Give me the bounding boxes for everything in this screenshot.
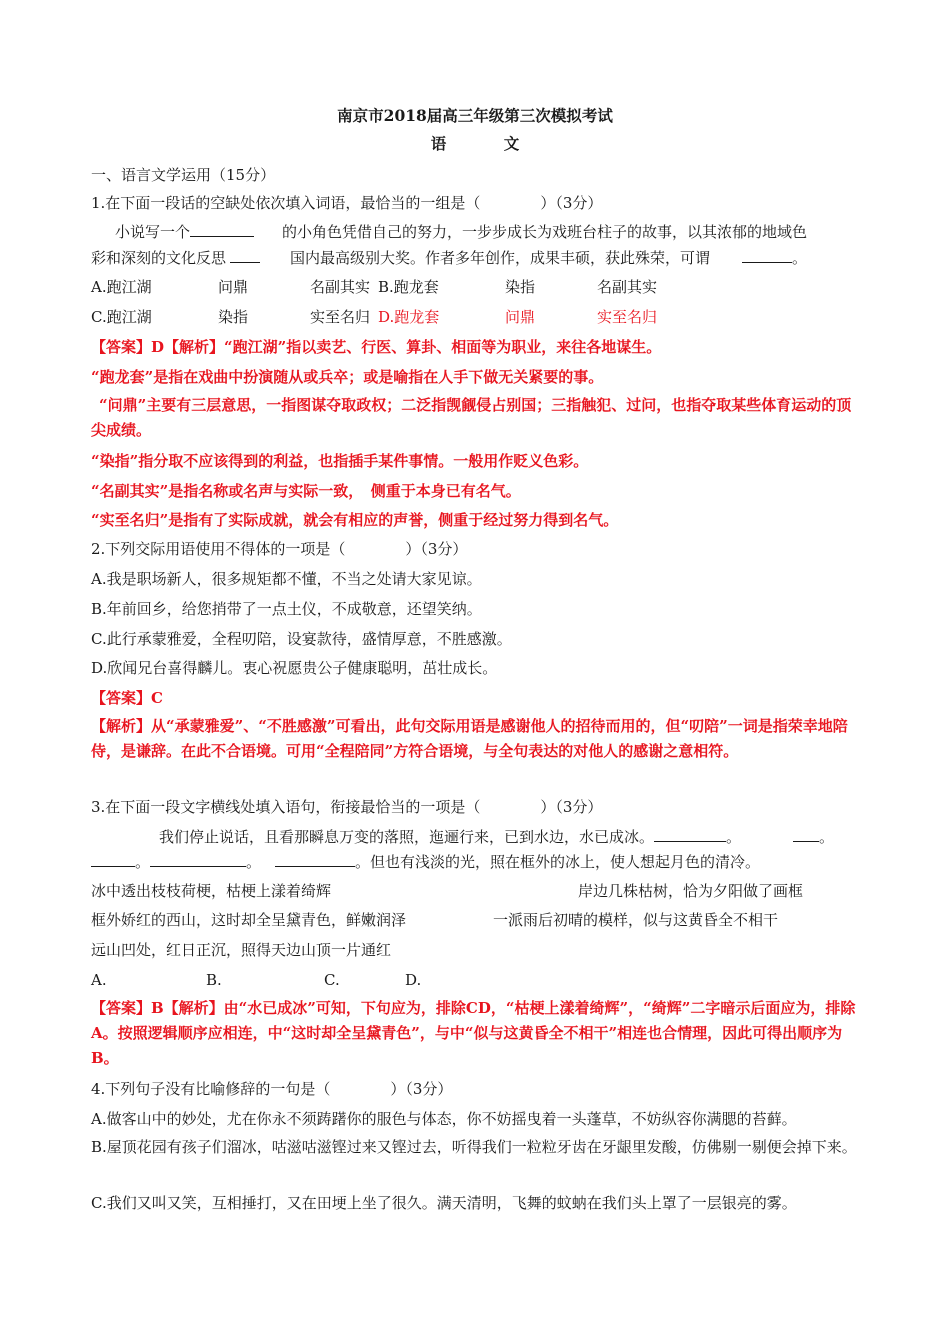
q2-option-c: C.此行承蒙雅爱，全程叨陪，设宴款待，盛情厚意，不胜感激。: [91, 630, 512, 648]
q1-explanation-2: “问鼎”主要有三层意思，一指图谋夺取政权；二泛指觊觎侵占别国；三指触犯、过问，也指夺取某些体育运动的顶尖成绩。: [91, 396, 852, 439]
fill-blank: [190, 222, 254, 237]
q3-passage-part: 。: [246, 853, 262, 871]
fill-blank: [150, 852, 246, 867]
q3-passage-part: 。: [135, 853, 151, 871]
fill-blank: [793, 827, 819, 842]
q1-option-b: B.跑龙套: [378, 278, 439, 296]
q1-stem: 1.在下面一段话的空缺处依次填入词语，最恰当的一组是（ ）（3分）: [91, 194, 603, 212]
q1-option-c-word3: 实至名归: [310, 308, 371, 326]
q3-passage-part: 我们停止说话，且看那瞬息万变的落照，迤逦行来，已到水边，水已成冰。: [159, 828, 655, 846]
fill-blank: [742, 248, 792, 263]
subject-char-2: 文: [503, 134, 520, 153]
q1-explanation-3: “染指”指分取不应该得到的利益，也指插手某件事情。一般用作贬义色彩。: [91, 452, 589, 470]
q1-passage-line-1: [91, 221, 887, 243]
q3-passage-line-2: [91, 851, 863, 873]
q1-explanation-4: “名副其实”是指名称或名声与实际一致， 侧重于本身已有名气。: [91, 482, 521, 500]
q1-passage-part: 的小角色凭借自己的努力，一步步成长为戏班台柱子的故事，以其浓郁的地域色: [282, 223, 808, 241]
q1-passage-part: 国内最高级别大奖。作者多年创作，成果丰硕，获此殊荣，可谓: [290, 249, 711, 267]
q1-option-c-word2: 染指: [218, 308, 249, 326]
q1-option-d-word3: 实至名归: [597, 308, 658, 326]
q1-option-b-word3: 名副其实: [597, 278, 658, 296]
q1-passage-part: 彩和深刻的文化反思: [91, 249, 227, 267]
q1-option-a-word2: 问鼎: [218, 278, 249, 296]
exam-title: 南京市2018届高三年级第三次模拟考试: [337, 106, 613, 125]
q2-analysis: 【解析】从“承蒙雅爱”、“不胜感激”可看出，此句交际用语是感谢他人的招待而用的，但“叨陪”一词是指荣幸地陪侍，是谦辞。在此不合语境。可用“全程陪同”方符合语境，与全句表达的对他人的感谢之意相符。: [91, 717, 848, 760]
q3-option-c: C.: [324, 971, 340, 989]
fill-blank: [230, 248, 260, 263]
q2-stem: 2.下列交际用语使用不得体的一项是（ ）（3分）: [91, 540, 468, 558]
q1-explanation-1: “跑龙套”是指在戏曲中扮演随从或兵卒；或是喻指在人手下做无关紧要的事。: [91, 368, 604, 386]
q3-sentence-4: 一派雨后初晴的模样，似与这黄昏全不相干: [493, 911, 779, 929]
q3-passage-line-1: [91, 826, 931, 848]
q1-option-c: C.跑江湖: [91, 308, 152, 326]
q3-option-b: B.: [206, 971, 222, 989]
q3-passage-part: 。但也有浅淡的光，照在框外的冰上，使人想起月色的清冷。: [355, 853, 761, 871]
fill-blank: [275, 852, 355, 867]
q1-option-b-word2: 染指: [505, 278, 536, 296]
q1-passage-part: 。: [792, 249, 808, 267]
q1-option-a-word3: 名副其实: [310, 278, 371, 296]
fill-blank: [654, 827, 726, 842]
q1-answer: 【答案】D【解析】“跑江湖”指以卖艺、行医、算卦、相面等为职业，来往各地谋生。: [91, 338, 662, 356]
subject-title: [0, 132, 950, 154]
q3-option-d: D.: [405, 971, 422, 989]
q3-answer: 【答案】B【解析】由“水已成冰”可知，下句应为，排除CD，“枯梗上漾着绮辉”，“绮辉”二字暗示后面应为，排除A。按照逻辑顺序应相连，中“这时却全呈黛青色”，与中“似与这黄昏全不相干”相连也合情理，因此可得出顺序为B。: [91, 999, 856, 1067]
q4-option-c: C.我们又叫又笑，互相捶打，又在田埂上坐了很久。满天清明，飞舞的蚊蚋在我们头上罩了一层银亮的雾。: [91, 1194, 797, 1212]
q3-passage-part: 。: [819, 828, 835, 846]
q1-option-a: A.跑江湖: [91, 278, 152, 296]
q3-passage-part: 。: [726, 828, 742, 846]
q3-sentence-1: 冰中透出枝枝荷梗，枯梗上漾着绮辉: [91, 882, 332, 900]
q2-option-b: B.年前回乡，给您捎带了一点土仪，不成敬意，还望笑纳。: [91, 600, 482, 618]
q3-option-a: A.: [91, 971, 107, 989]
q3-sentence-5: 远山凹处，红日正沉，照得天边山顶一片通红: [91, 941, 392, 959]
q4-stem: 4.下列句子没有比喻修辞的一句是（ ）（3分）: [91, 1080, 453, 1098]
q3-sentence-2: 岸边几株枯树，恰为夕阳做了画框: [578, 882, 804, 900]
q1-option-d: D.跑龙套: [378, 308, 440, 326]
q2-option-a: A.我是职场新人，很多规矩都不懂，不当之处请大家见谅。: [91, 570, 482, 588]
q3-stem: 3.在下面一段文字横线处填入语句，衔接最恰当的一项是（ ）（3分）: [91, 798, 603, 816]
q4-option-b: B.屋顶花园有孩子们溜冰，咕滋咕滋铿过来又铿过去，听得我们一粒粒牙齿在牙龈里发酸，仿佛剔一剔便会掉下来。: [91, 1138, 857, 1156]
q2-option-d: D.欣闻兄台喜得麟儿。衷心祝愿贵公子健康聪明，茁壮成长。: [91, 659, 498, 677]
fill-blank: [91, 852, 135, 867]
q1-option-d-word2: 问鼎: [505, 308, 536, 326]
section-heading: 一、语言文学运用（15分）: [91, 166, 276, 184]
q1-explanation-5: “实至名归”是指有了实际成就，就会有相应的声誉，侧重于经过努力得到名气。: [91, 511, 619, 529]
subject-char-1: 语: [430, 134, 447, 153]
q4-option-a: A.做客山中的妙处，尤在你永不须踌躇你的服色与体态，你不妨摇曳着一头蓬草，不妨纵容你满腮的苔藓。: [91, 1110, 797, 1128]
q2-answer: 【答案】C: [91, 689, 163, 707]
q1-passage-part: 小说写一个: [115, 223, 191, 241]
q3-sentence-3: 框外娇红的西山，这时却全呈黛青色，鲜嫩润泽: [91, 911, 407, 929]
q1-passage-line-2: [91, 247, 863, 269]
